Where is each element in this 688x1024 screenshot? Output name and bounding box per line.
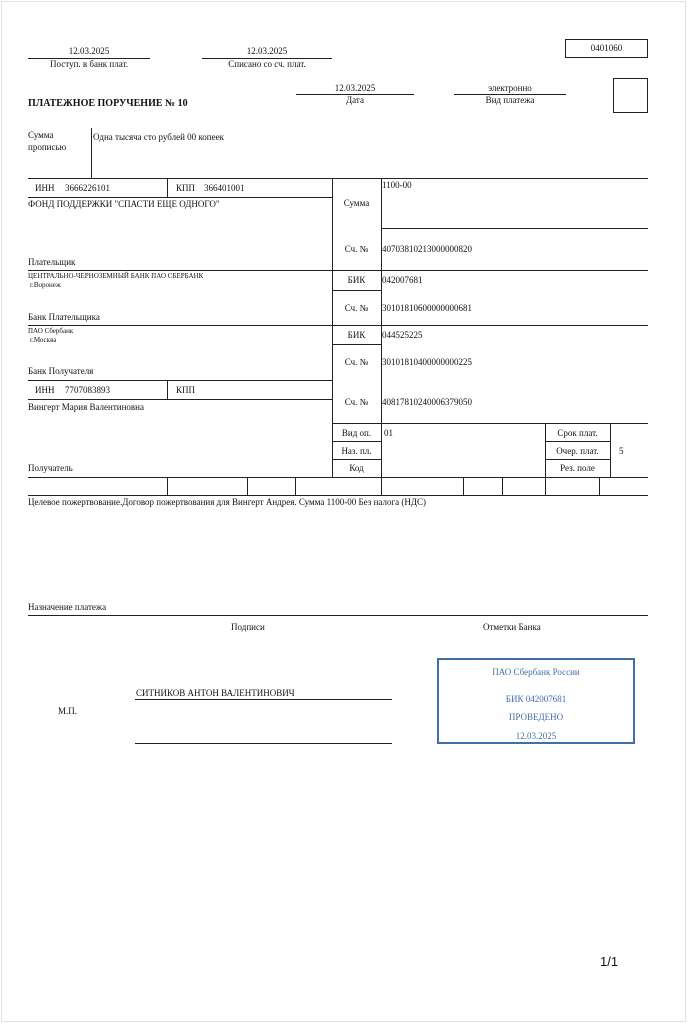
- amount-words-label-1: Сумма: [28, 130, 54, 140]
- tax-status-box: [613, 78, 648, 113]
- payer-bank-account: 30101810600000000681: [382, 303, 472, 313]
- grid-line: [28, 399, 332, 400]
- page-frame: [1, 1, 686, 1022]
- payment-type: электронно: [488, 83, 532, 93]
- grid-line: [332, 290, 381, 291]
- vid-op-value: 01: [384, 428, 393, 438]
- received-label: Поступ. в банк плат.: [50, 59, 128, 69]
- grid-line: [502, 477, 503, 495]
- amount-words-divider: [91, 128, 92, 178]
- signature-line-1: [135, 699, 392, 700]
- payer-account-label: Сч. №: [344, 244, 369, 254]
- grid-line: [381, 228, 648, 229]
- stamp-status: ПРОВЕДЕНО: [508, 712, 564, 722]
- payee-bank-bik: 044525225: [382, 330, 423, 340]
- payer-kpp-label: КПП: [176, 183, 196, 193]
- payee-bank-account-label: Сч. №: [344, 357, 369, 367]
- payee-kpp-label: КПП: [176, 385, 196, 395]
- grid-line: [295, 477, 296, 495]
- rez-label: Рез. поле: [560, 463, 595, 473]
- grid-line: [332, 344, 381, 345]
- grid-line: [545, 459, 610, 460]
- debited-label: Списано со сч. плат.: [228, 59, 306, 69]
- grid-line: [545, 441, 610, 442]
- page-counter: 1/1: [600, 954, 619, 969]
- stamp-bank-name: ПАО Сбербанк России: [492, 667, 580, 677]
- payee-bank-city: г.Москва: [30, 336, 57, 344]
- form-code: 0401060: [590, 43, 623, 53]
- payer-bank-account-label: Сч. №: [344, 303, 369, 313]
- payee-inn-label: ИНН: [35, 385, 55, 395]
- grid-line: [28, 380, 332, 381]
- grid-line: [28, 178, 648, 179]
- grid-line: [28, 197, 332, 198]
- document-date-label: Дата: [346, 95, 364, 105]
- document-title: ПЛАТЕЖНОЕ ПОРУЧЕНИЕ № 10: [28, 98, 188, 109]
- grid-line: [28, 325, 648, 326]
- payee-bank-name: ПАО Сбербанк: [28, 327, 74, 335]
- grid-line: [28, 477, 648, 478]
- bank-marks-label: Отметки Банка: [483, 622, 541, 632]
- payee-bank-bik-label: БИК: [347, 330, 366, 340]
- grid-line: [610, 423, 611, 477]
- grid-line: [167, 178, 168, 197]
- document-date: 12.03.2025: [334, 83, 376, 93]
- signer-name: СИТНИКОВ АНТОН ВАЛЕНТИНОВИЧ: [136, 688, 295, 698]
- kod-label: Код: [349, 463, 364, 473]
- grid-line: [247, 477, 248, 495]
- payee-bank-label: Банк Получателя: [28, 366, 94, 376]
- payee-account-label: Сч. №: [344, 397, 369, 407]
- payee-label: Получатель: [28, 463, 73, 473]
- payee-name: Вингерт Мария Валентиновна: [28, 402, 144, 412]
- grid-line: [463, 477, 464, 495]
- payment-type-label: Вид платежа: [485, 95, 535, 105]
- stamp-place-label: М.П.: [58, 706, 78, 716]
- payer-name: ФОНД ПОДДЕРЖКИ "СПАСТИ ЕЩЕ ОДНОГО": [28, 199, 220, 209]
- amount-words-label-2: прописью: [28, 142, 67, 152]
- payer-account: 40703810213000000820: [382, 244, 472, 254]
- grid-line: [28, 270, 648, 271]
- payee-inn: 7707083893: [65, 385, 110, 395]
- grid-line: [28, 495, 648, 496]
- srok-label: Срок плат.: [557, 428, 598, 438]
- payer-bank-city: г.Воронеж: [30, 281, 61, 289]
- debited-date: 12.03.2025: [246, 46, 288, 56]
- ocher-value: 5: [619, 446, 624, 456]
- payer-inn-label: ИНН: [35, 183, 55, 193]
- ocher-label: Очер. плат.: [556, 446, 599, 456]
- payer-bank-bik-label: БИК: [347, 275, 366, 285]
- payer-kpp: 366401001: [204, 183, 245, 193]
- grid-line: [167, 380, 168, 399]
- signatures-label: Подписи: [231, 622, 265, 632]
- signature-line-2: [135, 743, 392, 744]
- grid-line: [332, 423, 648, 424]
- grid-line: [599, 477, 600, 495]
- vid-op-label: Вид оп.: [341, 428, 372, 438]
- amount-words-value: Одна тысяча сто рублей 00 копеек: [93, 132, 224, 142]
- bank-stamp: [437, 658, 635, 744]
- payer-bank-name: ЦЕНТРАЛЬНО-ЧЕРНОЗЕМНЫЙ БАНК ПАО СБЕРБАНК: [28, 272, 204, 280]
- sum-label: Сумма: [343, 198, 370, 208]
- stamp-date: 12.03.2025: [515, 731, 557, 741]
- payee-bank-account: 30101810400000000225: [382, 357, 472, 367]
- payee-account: 40817810240006379050: [382, 397, 472, 407]
- payer-bank-label: Банк Плательщика: [28, 312, 100, 322]
- purpose-label: Назначение платежа: [28, 602, 107, 612]
- payer-bank-bik: 042007681: [382, 275, 423, 285]
- form-code-box: [565, 39, 648, 58]
- payer-label: Плательщик: [28, 257, 76, 267]
- grid-line: [332, 441, 381, 442]
- payer-inn: 3666226101: [65, 183, 110, 193]
- naz-pl-label: Наз. пл.: [341, 446, 372, 456]
- grid-line: [332, 459, 381, 460]
- purpose-line: [28, 615, 648, 616]
- grid-line: [167, 477, 168, 495]
- received-date: 12.03.2025: [68, 46, 110, 56]
- stamp-bik: БИК 042007681: [505, 694, 567, 704]
- purpose-text: Целевое пожертвование.Договор пожертвования для Вингерт Андрея. Сумма 1100-00 Без налога (НДС): [28, 497, 427, 507]
- sum-value: 1100-00: [382, 180, 412, 190]
